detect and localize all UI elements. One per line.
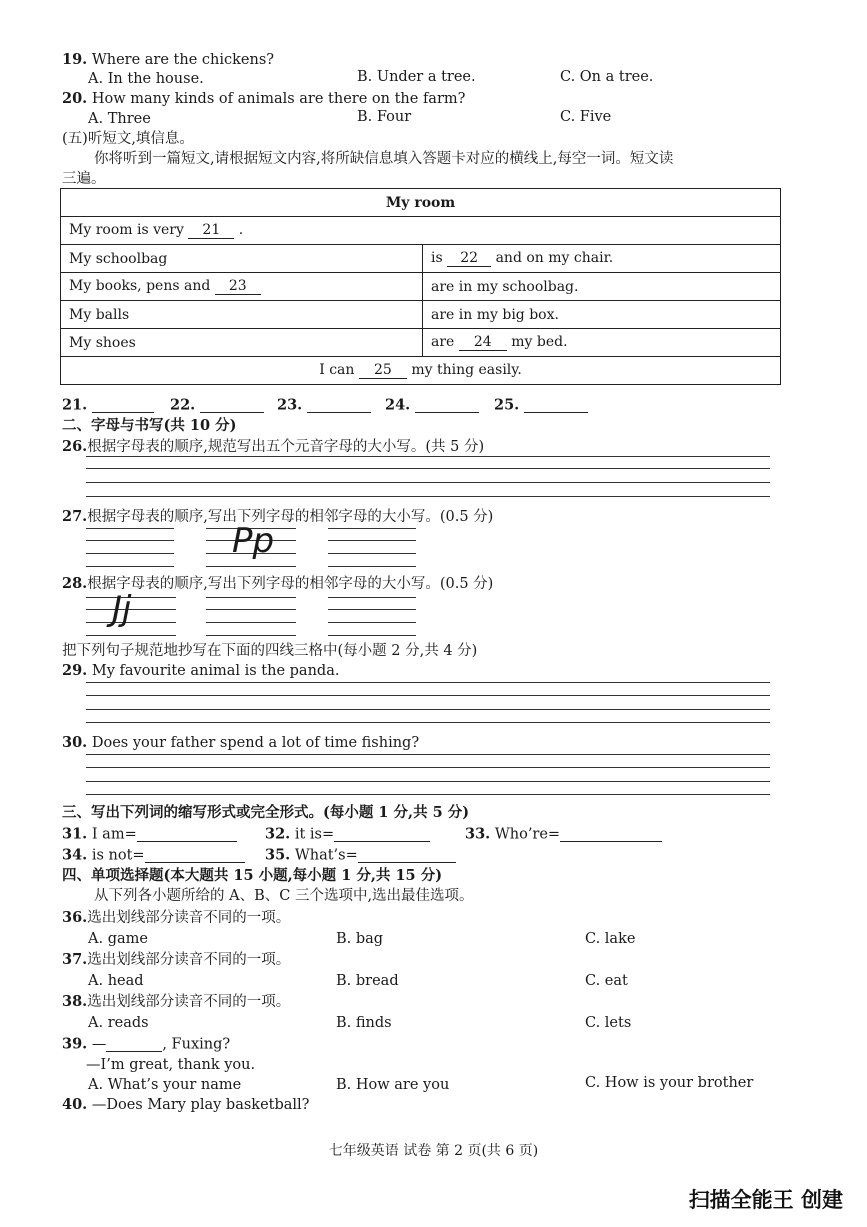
page-footer: 七年级英语 试卷 第 2 页(共 6 页)	[328, 1143, 539, 1159]
section-title: 三、写出下列词的缩写形式或完全形式。(每小题 1 分,共 5 分)	[62, 804, 470, 821]
question-stem: What’s=	[294, 847, 358, 864]
section-title: (五)听短文,填信息。	[62, 131, 194, 147]
blank-number: 22.	[170, 396, 196, 414]
question-stem: 根据字母表的顺序,写出下列字母的相邻字母的大小写。(0.5 分)	[87, 509, 494, 525]
question-number: 31.	[62, 825, 88, 843]
question-29	[62, 664, 339, 679]
table-cell: My shoes	[61, 329, 423, 357]
answer-blank-22: 22	[447, 250, 491, 267]
answer-blank[interactable]	[137, 827, 237, 842]
question-stem: 根据字母表的顺序,规范写出五个元音字母的大小写。(共 5 分)	[87, 439, 485, 455]
question-stem: , Fuxing?	[162, 1036, 231, 1053]
question-number: 37.	[62, 951, 88, 968]
table-cell: are in my schoolbag.	[423, 273, 781, 301]
answer-blank-21: 21	[188, 222, 234, 239]
question-stem: is not=	[91, 847, 145, 864]
option-b: B. Under a tree.	[357, 69, 476, 85]
answer-blank-25: 25	[359, 362, 407, 379]
option-a: A. game	[88, 931, 148, 947]
question-26	[62, 440, 484, 455]
blank-number: 24.	[385, 396, 411, 414]
dialog-reply: —I’m great, thank you.	[86, 1057, 256, 1073]
question-31	[62, 827, 237, 842]
question-number: 26.	[62, 438, 88, 455]
row-text: and on my chair.	[495, 250, 614, 266]
answer-blank[interactable]	[358, 848, 456, 863]
question-stem: I am=	[91, 826, 137, 843]
answer-line-21[interactable]	[62, 398, 154, 413]
question-number: 29.	[62, 662, 88, 679]
four-line-grid[interactable]	[328, 528, 416, 568]
four-line-grid[interactable]	[328, 597, 416, 637]
handwritten-letter: Jj	[112, 589, 132, 629]
question-stem: —Does Mary play basketball?	[91, 1097, 310, 1113]
question-30	[62, 736, 419, 751]
section-instructions: 你将听到一篇短文,请根据短文内容,将所缺信息填入答题卡对应的横线上,每空一词。短文读	[94, 151, 674, 167]
option-a: A. reads	[88, 1015, 149, 1031]
question-number: 40.	[62, 1096, 88, 1113]
question-stem: Where are the chickens?	[91, 52, 275, 68]
table-title: My room	[61, 189, 781, 217]
question-40	[62, 1098, 309, 1113]
four-line-grid[interactable]	[86, 528, 174, 568]
question-number: 33.	[465, 825, 491, 843]
question-stem: 根据字母表的顺序,写出下列字母的相邻字母的大小写。(0.5 分)	[87, 576, 494, 592]
answer-blank[interactable]	[106, 1037, 162, 1052]
dash: —	[91, 1036, 107, 1053]
answer-blank-23: 23	[215, 278, 261, 295]
table-cell: My balls	[61, 301, 423, 329]
question-number: 19.	[62, 51, 88, 68]
question-35	[265, 848, 456, 863]
question-stem: 选出划线部分读音不同的一项。	[87, 910, 291, 926]
table-cell	[423, 329, 781, 357]
section-title: 二、字母与书写(共 10 分)	[62, 417, 237, 434]
blank-number: 23.	[277, 396, 303, 414]
handwritten-letter: Pp	[232, 521, 275, 561]
table-cell	[423, 245, 781, 273]
answer-blank[interactable]	[145, 848, 245, 863]
option-b: B. bag	[336, 931, 384, 947]
four-line-grid[interactable]	[86, 682, 770, 724]
option-c: C. Five	[560, 109, 612, 125]
answer-blank[interactable]	[334, 827, 430, 842]
answer-line-22[interactable]	[170, 398, 264, 413]
row-text: .	[238, 222, 244, 238]
row-text: My books, pens and	[69, 278, 211, 294]
question-number: 32.	[265, 825, 291, 843]
question-stem: Does your father spend a lot of time fishing?	[91, 735, 420, 751]
question-number: 34.	[62, 846, 88, 864]
question-stem: 选出划线部分读音不同的一项。	[87, 952, 291, 968]
option-c: C. How is your brother	[585, 1075, 754, 1091]
row-text: My room is very	[69, 222, 184, 238]
question-20	[62, 92, 465, 107]
question-number: 36.	[62, 909, 88, 926]
option-b: B. How are you	[336, 1077, 450, 1093]
question-stem: 选出划线部分读音不同的一项。	[87, 994, 291, 1010]
question-39	[62, 1037, 230, 1052]
table-row	[61, 217, 781, 245]
question-number: 30.	[62, 734, 88, 751]
row-text: I can	[319, 362, 355, 378]
section-title: 四、单项选择题(本大题共 15 小题,每小题 1 分,共 15 分)	[62, 867, 443, 884]
option-c: C. eat	[585, 973, 628, 989]
question-34	[62, 848, 245, 863]
question-number: 35.	[265, 846, 291, 864]
section-instructions-cont: 三遍。	[62, 171, 106, 187]
table-cell	[61, 273, 423, 301]
question-number: 28.	[62, 575, 88, 592]
copy-instructions: 把下列句子规范地抄写在下面的四线三格中(每小题 2 分,共 4 分)	[62, 643, 478, 659]
option-a: A. In the house.	[88, 71, 204, 87]
row-text: my bed.	[511, 334, 568, 350]
row-text: are	[431, 334, 455, 350]
question-number: 39.	[62, 1035, 88, 1053]
section-instructions: 从下列各小题所给的 A、B、C 三个选项中,选出最佳选项。	[94, 888, 474, 904]
question-38	[62, 995, 290, 1010]
info-table	[60, 188, 781, 385]
question-27	[62, 510, 493, 525]
row-text: is	[431, 250, 443, 266]
question-19	[62, 53, 274, 68]
question-stem: Who’re=	[494, 826, 561, 843]
row-text: my thing easily.	[411, 362, 522, 378]
table-cell: My schoolbag	[61, 245, 423, 273]
answer-line-23[interactable]	[277, 398, 371, 413]
question-36	[62, 911, 290, 926]
answer-line-25[interactable]	[494, 398, 588, 413]
option-c: C. On a tree.	[560, 69, 654, 85]
option-b: B. finds	[336, 1015, 392, 1031]
question-number: 27.	[62, 508, 88, 525]
question-number: 20.	[62, 90, 88, 107]
table-row	[61, 357, 781, 385]
question-stem: How many kinds of animals are there on the farm?	[91, 91, 466, 107]
answer-blank-24: 24	[459, 334, 507, 351]
four-line-grid[interactable]	[206, 597, 296, 637]
question-stem: it is=	[294, 826, 335, 843]
option-a: A. What’s your name	[88, 1077, 242, 1093]
option-b: B. bread	[336, 973, 399, 989]
four-line-grid[interactable]	[86, 456, 770, 498]
blank-number: 25.	[494, 396, 520, 414]
question-number: 38.	[62, 993, 88, 1010]
answer-line-24[interactable]	[385, 398, 479, 413]
option-c: C. lake	[585, 931, 636, 947]
answer-blank[interactable]	[560, 827, 662, 842]
question-stem: My favourite animal is the panda.	[91, 663, 340, 679]
question-32	[265, 827, 430, 842]
option-a: A. Three	[88, 111, 151, 127]
blank-number: 21.	[62, 396, 88, 414]
option-c: C. lets	[585, 1015, 632, 1031]
option-b: B. Four	[357, 109, 412, 125]
table-cell: are in my big box.	[423, 301, 781, 329]
four-line-grid[interactable]	[86, 754, 770, 796]
scanner-watermark: 扫描全能王 创建	[688, 1188, 843, 1212]
question-37	[62, 953, 290, 968]
option-a: A. head	[88, 973, 144, 989]
question-33	[465, 827, 662, 842]
